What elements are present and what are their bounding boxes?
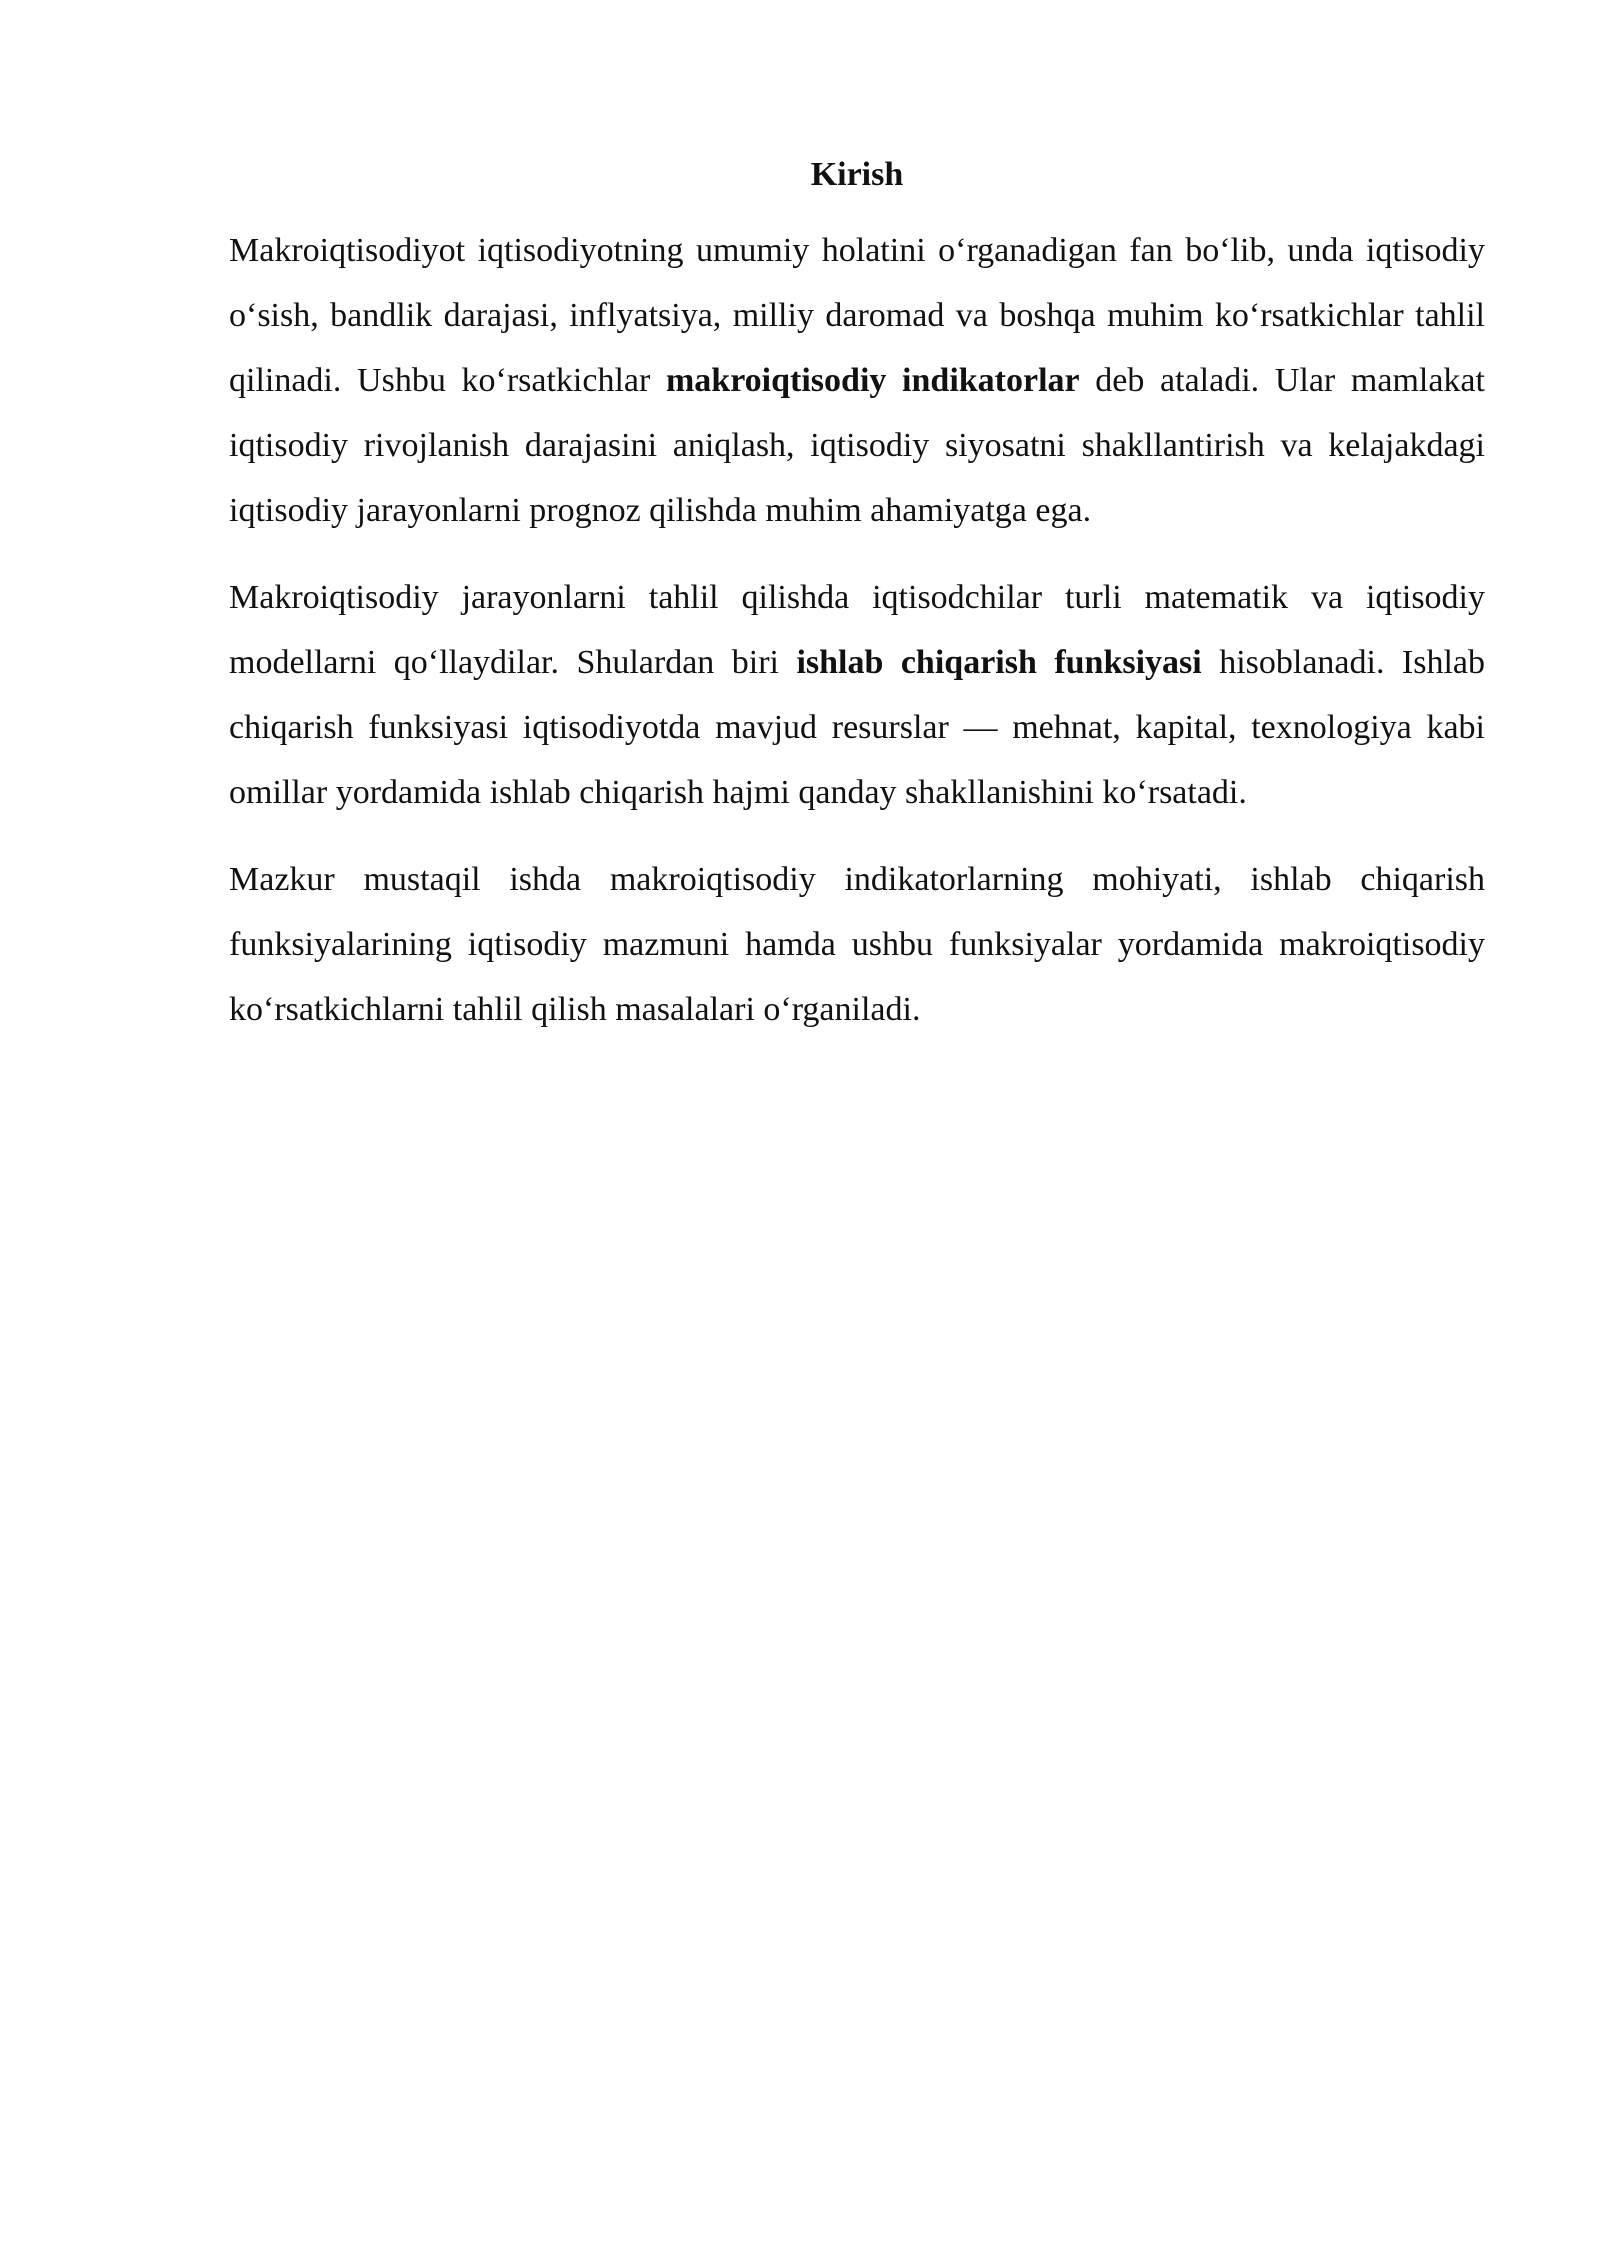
paragraph-text: hisoblanadi. Ishlab chiqarish funksiyasi iqtisodiyotda mavjud resurslar — mehnat, kapital, texnologiya kabi omillar yordamida ishlab chiqarish hajmi qanday shakllanishini ko‘rsatadi. — [229, 644, 1485, 811]
paragraph-scope: Mazkur mustaqil ishda makroiqtisodiy indikatorlarning mohiyati, ishlab chiqarish funksiyalarining iqtisodiy mazmuni hamda ushbu funksiyalar yordamida makroiqtisodiy ko‘rsatkichlarni tahlil qilish masalalari o‘rganiladi. — [229, 861, 1485, 1028]
document-body — [229, 148, 1485, 1064]
bold-term: makroiqtisodiy indikatorlar — [665, 362, 1080, 399]
paragraph-text: deb ataladi. Ular mamlakat iqtisodiy rivojlanish darajasini aniqlash, iqtisodiy siyosatni shakllantirish va kelajakdagi iqtisodiy jarayonlarni prognoz qilishda muhim ahamiyatga ega. — [229, 362, 1485, 529]
paragraph-models — [229, 565, 1485, 825]
paragraph-text: Makroiqtisodiyot iqtisodiyotning umumiy holatini o‘rganadigan fan bo‘lib, unda iqtisodiy o‘sish, bandlik darajasi, inflyatsiya, milliy daromad va boshqa muhim ko‘rsatkichlar tahlil qilinadi. Ushbu ko‘rsatkichlar — [229, 232, 1485, 399]
paragraph-intro — [229, 218, 1485, 543]
paragraph-text: Makroiqtisodiy jarayonlarni tahlil qilishda iqtisodchilar turli matematik va iqtisodiy modellarni qo‘llaydilar. Shulardan biri — [229, 579, 1485, 681]
section-title: Kirish — [810, 156, 904, 193]
bold-term: ishlab chiqarish funksiyasi — [796, 644, 1202, 681]
